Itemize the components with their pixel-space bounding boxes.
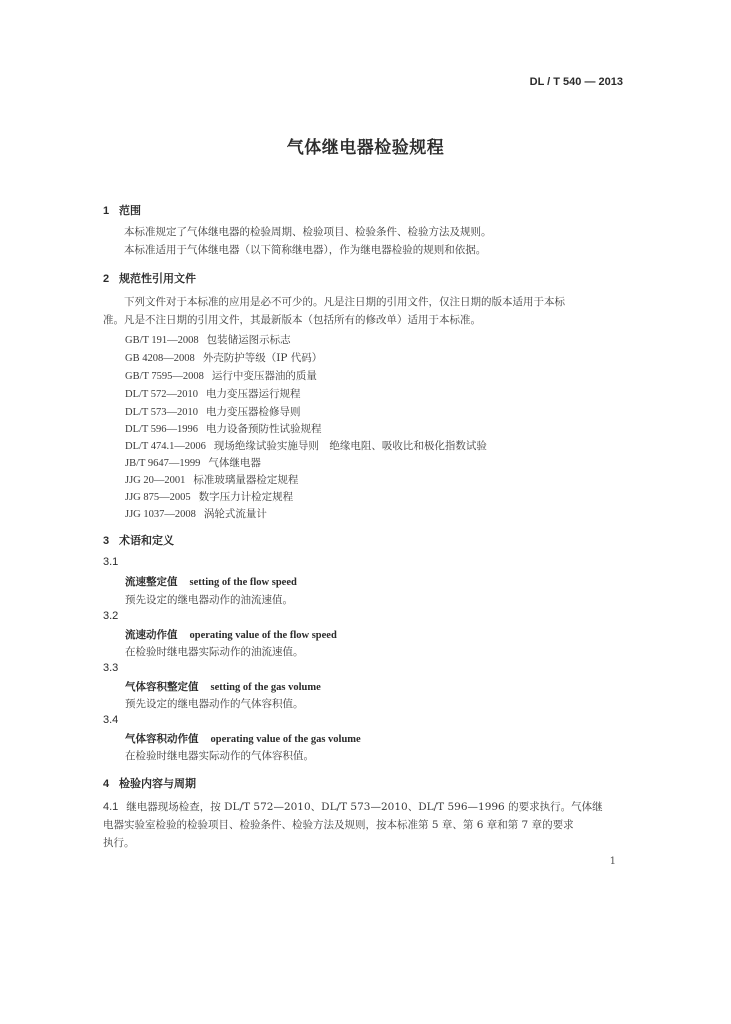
reference-code: GB/T 191—2008: [125, 335, 199, 346]
paragraph-line: [103, 799, 603, 814]
reference-code: JJG 20—2001: [125, 475, 186, 486]
reference-item: [125, 489, 293, 504]
reference-code: JJG 875—2005: [125, 492, 191, 503]
term-zh: 气体容积整定值: [125, 681, 199, 693]
reference-name: 涡轮式流量计: [203, 508, 267, 520]
term-entry: [125, 574, 297, 589]
term-en: operating value of the gas volume: [210, 734, 361, 745]
document-number: DL / T 540 — 2013: [529, 76, 623, 88]
reference-name: 标准玻璃量器检定规程: [193, 474, 299, 486]
reference-item: [125, 472, 298, 487]
clause-number: 3.3: [103, 662, 119, 674]
term-zh: 气体容积动作值: [125, 733, 199, 745]
section-number: 4: [103, 778, 110, 790]
reference-item: [125, 455, 261, 470]
page-number: 1: [609, 856, 616, 867]
term-en: operating value of the flow speed: [189, 630, 337, 641]
term-zh: 流速动作值: [125, 629, 178, 641]
section-number: 1: [103, 205, 110, 217]
term-en: setting of the gas volume: [210, 682, 321, 693]
reference-name: 电力变压器检修导则: [206, 406, 301, 418]
paragraph-line: 电器实验室检验的检验项目、检验条件、检验方法及规则，按本标准第 5 章、第 6 章和第 7 章的要求: [103, 819, 574, 831]
reference-code: DL/T 572—2010: [125, 389, 199, 400]
reference-item: [125, 506, 267, 521]
term-definition: 预先设定的继电器动作的气体容积值。: [125, 698, 304, 710]
paragraph: 本标准规定了气体继电器的检验周期、检验项目、检验条件、检验方法及规则。: [124, 226, 492, 238]
reference-code: DL/T 596—1996: [125, 424, 199, 435]
reference-item: [125, 438, 487, 453]
reference-item: [125, 350, 322, 365]
reference-code: DL/T 474.1—2006: [125, 441, 206, 452]
reference-name: 包装储运图示标志: [206, 334, 291, 346]
section-title: 检验内容与周期: [119, 777, 196, 790]
reference-code: JB/T 9647—1999: [125, 458, 201, 469]
section-heading-normative-references: [103, 270, 196, 286]
section-title: 术语和定义: [119, 534, 174, 547]
reference-item: [125, 421, 322, 436]
reference-item: [125, 368, 317, 383]
paragraph: 准。凡是不注日期的引用文件，其最新版本（包括所有的修改单）适用于本标准。: [103, 314, 481, 326]
section-number: 2: [103, 273, 110, 285]
term-entry: [125, 679, 321, 694]
section-title: 范围: [119, 204, 141, 217]
section-heading-inspection: [103, 775, 196, 791]
reference-code: DL/T 573—2010: [125, 407, 199, 418]
section-title: 规范性引用文件: [119, 272, 196, 285]
reference-name: 气体继电器: [208, 457, 261, 469]
term-definition: 在检验时继电器实际动作的油流速值。: [125, 646, 304, 658]
paragraph: 下列文件对于本标准的应用是必不可少的。凡是注日期的引用文件，仅注日期的版本适用于本标: [124, 296, 565, 308]
clause-number: 4.1: [103, 801, 119, 813]
reference-code: JJG 1037—2008: [125, 509, 196, 520]
reference-name: 电力设备预防性试验规程: [206, 423, 322, 435]
reference-item: [125, 404, 301, 419]
term-definition: 在检验时继电器实际动作的气体容积值。: [125, 750, 314, 762]
reference-name: 数字压力计检定规程: [198, 491, 294, 503]
paragraph-text: 继电器现场检查，按 DL/T 572—2010、DL/T 573—2010、DL/T 596—1996 的要求执行。气体继: [126, 801, 603, 813]
section-heading-terms: [103, 532, 174, 548]
clause-number: 3.2: [103, 610, 119, 622]
reference-item: [125, 386, 301, 401]
reference-name: 外壳防护等级（IP 代码）: [202, 352, 323, 364]
term-zh: 流速整定值: [125, 576, 178, 588]
paragraph: 本标准适用于气体继电器（以下简称继电器），作为继电器检验的规则和依据。: [124, 244, 487, 256]
reference-code: GB 4208—2008: [125, 353, 195, 364]
page-title: 气体继电器检验规程: [286, 138, 445, 158]
reference-name: 运行中变压器油的质量: [211, 370, 317, 382]
section-number: 3: [103, 535, 110, 547]
clause-number: 3.1: [103, 556, 119, 568]
reference-name: 电力变压器运行规程: [206, 388, 301, 400]
reference-name: 现场绝缘试验实施导则 绝缘电阻、吸收比和极化指数试验: [213, 440, 487, 452]
reference-item: [125, 332, 291, 347]
paragraph-line: 执行。: [103, 837, 135, 849]
section-heading-scope: [103, 202, 141, 218]
term-en: setting of the flow speed: [189, 577, 297, 588]
clause-number: 3.4: [103, 714, 119, 726]
reference-code: GB/T 7595—2008: [125, 371, 204, 382]
term-entry: [125, 731, 361, 746]
term-definition: 预先设定的继电器动作的油流速值。: [125, 594, 293, 606]
term-entry: [125, 627, 337, 642]
